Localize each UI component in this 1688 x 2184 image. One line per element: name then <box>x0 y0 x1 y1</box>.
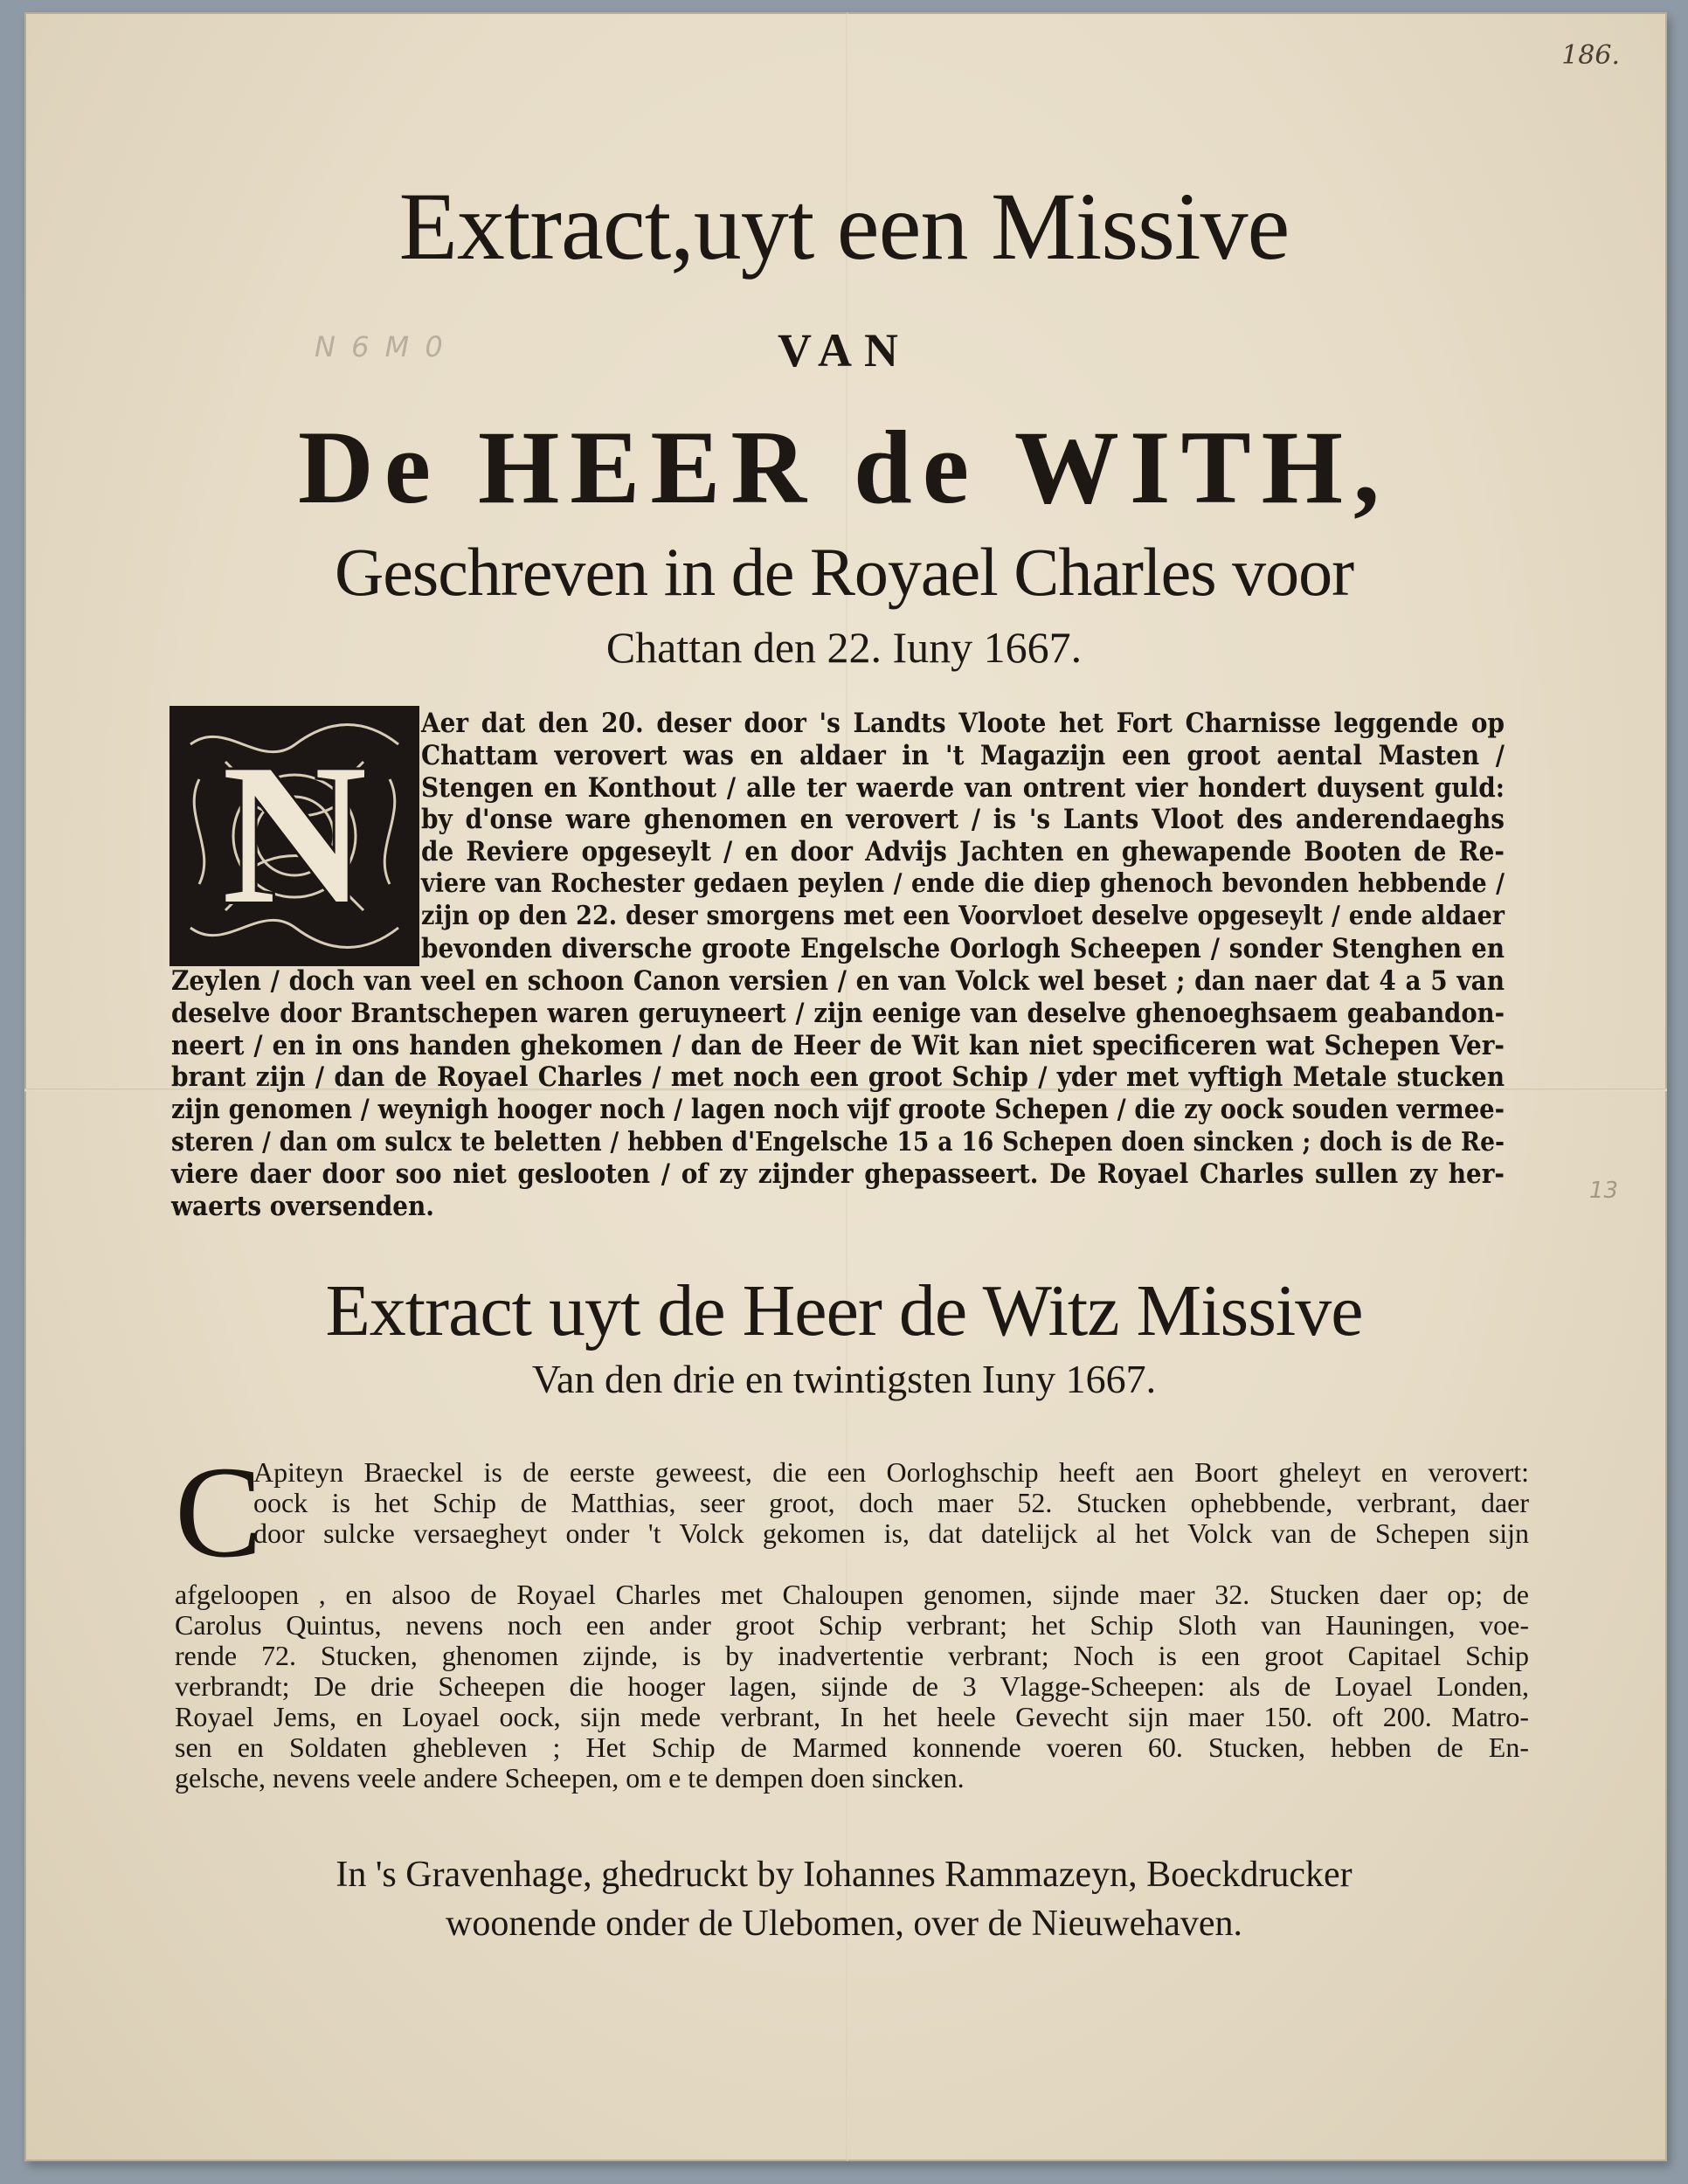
body2-line: Carolus Quintus, nevens noch een ander groot Schip verbrant; het Schip Sloth van Hauningen, voe- <box>175 1609 1529 1641</box>
body1-line: Aer dat den 20. deser door 's Landts Vloote het Fort Charnisse leggende op <box>421 708 1505 739</box>
body1-line: bevonden diversche groote Engelsche Oorlogh Scheepen / sonder Stenghen en <box>421 932 1505 964</box>
body2-line: rende 72. Stucken, ghenomen zijnde, is by inadvertentie verbrant; Noch is een groot Capitael Schip <box>175 1640 1529 1671</box>
body2-wide-block <box>175 1579 1529 1794</box>
svg-text:N: N <box>221 722 368 945</box>
body2-line: gelsche, nevens veele andere Scheepen, om e te dempen doen sincken. <box>175 1762 965 1794</box>
catalog-number: 186. <box>1561 40 1620 71</box>
body1-line: neert / en in ons handen ghekomen / dan de Heer de Wit kan niet specificeren wat Schepen Ver- <box>171 1029 1505 1061</box>
body2-narrow-block <box>253 1457 1529 1549</box>
body2-line: Royael Jems, en Loyael oock, sijn mede verbrant, In het heele Gevecht sijn maer 150. oft 200. Matro- <box>175 1701 1529 1732</box>
title-line-1: Extract,uyt een Missive <box>398 173 1290 280</box>
title-line-4: Geschreven in de Royael Charles voor <box>334 534 1354 610</box>
body2-line: sen en Soldaten ghebleven ; Het Schip de Marmed konnende voeren 60. Stucken, hebben de En- <box>175 1731 1529 1763</box>
body1-line: waerts oversenden. <box>171 1190 434 1222</box>
body1-line: deselve door Brantschepen waren geruyneert / zijn eenige van deselve ghenoeghsaem geabandon- <box>171 997 1505 1029</box>
title-line-3: De HEER de WITH, <box>298 409 1390 525</box>
body1-line: zijn genomen / weynigh hooger noch / lagen noch vijf groote Schepen / die zy oock souden vermee- <box>171 1094 1505 1126</box>
body1-line: Chattam verovert was en aldaer in 't Magazijn een groot aental Masten / <box>421 739 1505 771</box>
body1-line: brant zijn / dan de Royael Charles / met noch een groot Schip / yder met vyftigh Metale stucken <box>171 1061 1505 1094</box>
body2-line: Apiteyn Braeckel is de eerste geweest, die een Oorloghschip heeft aen Boort gheleyt en verovert: <box>253 1456 1529 1488</box>
decorated-initial-n <box>169 706 419 966</box>
body1-wide-block <box>171 965 1505 1222</box>
body2-line: afgeloopen , en alsoo de Royael Charles met Chaloupen genomen, sijnde maer 32. Stucken daer op; de <box>175 1579 1529 1610</box>
body2-line: oock is het Schip de Matthias, seer groot, doch maer 52. Stucken ophebbende, verbrant, daer <box>253 1487 1529 1518</box>
subtitle-line-1: Extract uyt de Heer de Witz Missive <box>325 1270 1363 1351</box>
body1-line: viere van Rochester gedaen peylen / ende die diep ghenoch bevonden hebbende / <box>421 867 1505 899</box>
ornament-icon <box>173 709 416 963</box>
body1-line: steren / dan om sulcx te beletten / hebben d'Engelsche 15 a 16 Schepen doen sincken ; doch is de Re- <box>171 1125 1505 1157</box>
body1-narrow-block <box>421 708 1505 964</box>
initial-c: C <box>175 1440 263 1585</box>
imprint-line-2: woonende onder de Ulebomen, over de Nieuwehaven. <box>445 1904 1242 1944</box>
title-line-2: VAN <box>777 324 911 377</box>
body1-line: viere daer door soo niet geslooten / of zy zijnder ghepasseert. De Royael Charles sullen zy her- <box>171 1158 1505 1190</box>
title-line-5: Chattan den 22. Iuny 1667. <box>605 623 1083 672</box>
body1-line: zijn op den 22. deser smorgens met een Voorvloet deselve opgeseylt / ende aldaer <box>421 900 1505 931</box>
body1-line: Zeylen / doch van veel en schoon Canon versien / en van Volck wel beset ; dan naer dat 4 a 5 van <box>171 965 1505 997</box>
body2-line: verbrandt; De drie Scheepen die hooger lagen, sijnde de 3 Vlagge-Scheepen: als de Loyael Londen, <box>175 1670 1529 1702</box>
body1-line: Stengen en Konthout / alle ter waerde van ontrent vier hondert duysent guld: <box>421 771 1505 804</box>
pencil-note: N 6 M 0 <box>315 330 446 363</box>
imprint-line-1: In 's Gravenhage, ghedruckt by Iohannes Rammazeyn, Boeckdrucker <box>336 1855 1352 1895</box>
body1-line: by d'onse ware ghenomen en verovert / is 's Lants Vloot des anderendaeghs <box>421 804 1505 836</box>
body1-line: de Reviere opgeseylt / en door Advijs Jachten en ghewapende Booten de Re- <box>421 836 1505 868</box>
body2-line: door sulcke versaegheyt onder 't Volck gekomen is, dat datelijck al het Volck van de Schepen sijn <box>253 1517 1529 1549</box>
margin-note: 13 <box>1588 1178 1618 1204</box>
subtitle-line-2: Van den drie en twintigsten Iuny 1667. <box>531 1357 1157 1401</box>
